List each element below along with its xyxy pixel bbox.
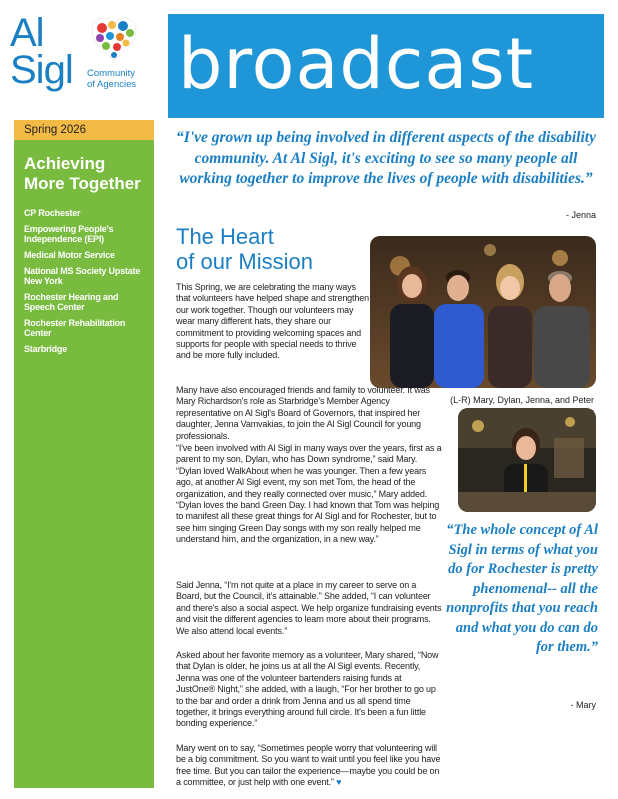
article-paragraph: Mary went on to say, “Sometimes people worry that volunteering will be a big commitment. So you want to wait until you feel like you have free time. But you can tailor the experience—maybe you could be on a committee, or just help with one event.” ♥	[176, 743, 441, 788]
family-photo	[370, 236, 596, 388]
agency-item: National MS Society Upstate New York	[24, 266, 141, 286]
article-paragraph: “I've been involved with Al Sigl in many ways over the years, first as a parent to my son, Dylan, who has Down syndrome,” said Mary. “Dylan loved WalkAbout when he was younger. Then a few years ago, at another Al Sigl event, my son met Tom, the head of the organization, and they really connected over music,” Mary added. “Dylan loves the band Green Day. I had known that Tom was helping to manifest all these great things for Al Sigl and for Rochester, but to see him singing Green Day songs with my son really helped me understand him, and the organization, in a new way.”	[176, 443, 442, 545]
heart-icon: ♥	[336, 777, 342, 788]
logo-text-sigl: Sigl	[10, 48, 73, 92]
article-paragraph: Said Jenna, “I'm not quite at a place in my career to serve on a Board, but the Council, it's attainable.” She added, “I can volunteer and there's also a social aspect. We help organize fundraising events and visit the different agencies to learn more about their programs. We also attend local events.”	[176, 580, 442, 636]
article-paragraph: This Spring, we are celebrating the many ways that volunteers have helped shape and strengthen our work together. Though our volunteers may wear many different hats, they share our commitment to providing welcoming spaces and supports for people with special needs to thrive and be more fully included.	[176, 282, 369, 361]
pull-quote-side: “The whole concept of Al Sigl in terms of what you do for Rochester is pretty phenomenal-- all the nonprofits that you reach and what you do can do for them.”	[446, 522, 598, 655]
agency-list	[24, 208, 144, 354]
family-photo-image	[370, 236, 596, 388]
agency-item: Rochester Rehabilitation Center	[24, 318, 126, 338]
article-heading: The Heart of our Mission	[176, 224, 313, 274]
photo-caption: (L-R) Mary, Dylan, Jenna, and Peter	[450, 395, 594, 405]
article-paragraph: Many have also encouraged friends and family to volunteer. It was Mary Richardson's role as Starbridge's Member Agency representative on Al Sigl's Board of Governors, that inspired her daughter, Jenna Vamvakias, to join the Al Sigl Council for young professionals.	[176, 385, 430, 441]
sidebar	[14, 140, 154, 788]
newsletter-title: broadcast	[178, 23, 535, 105]
article-paragraph: Asked about her favorite memory as a volunteer, Mary shared, “Now that Dylan is older, he joins us at all the Al Sigl events. Recently, Jenna was one of the volunteer bartenders raising funds at JustOne® Night,” she added, with a laugh, “For her brother to go up to the bar and order a drink from Jenna and us all spend time together, it brings everything around full circle. It's been a fun little bonding experience.”	[176, 650, 439, 729]
masthead-banner	[168, 14, 604, 118]
agency-item: Medical Motor Service	[24, 250, 115, 260]
logo-tagline: Community of Agencies	[87, 68, 137, 90]
al-sigl-logo	[10, 11, 160, 104]
sidebar-title: Achieving More Together	[24, 154, 141, 193]
pull-quote-top-attribution: - Jenna	[565, 210, 596, 220]
pull-quote-side-attribution: - Mary	[570, 700, 596, 710]
logo-text-al: Al	[10, 11, 44, 55]
heart-logo-icon	[90, 16, 138, 64]
volunteer-photo-image	[458, 408, 596, 512]
agency-item: CP Rochester	[24, 208, 81, 218]
agency-item: Rochester Hearing and Speech Center	[24, 292, 119, 312]
issue-season: Spring 2026	[14, 120, 154, 140]
pull-quote-top: “I've grown up being involved in different aspects of the disability community. At Al Sigl, it's exciting to see so many people all working together to improve the lives of people with disabilities.”	[176, 129, 596, 187]
agency-item: Starbridge	[24, 344, 68, 354]
volunteer-photo	[458, 408, 596, 512]
agency-item: Empowering People's Independence (EPI)	[24, 224, 114, 244]
